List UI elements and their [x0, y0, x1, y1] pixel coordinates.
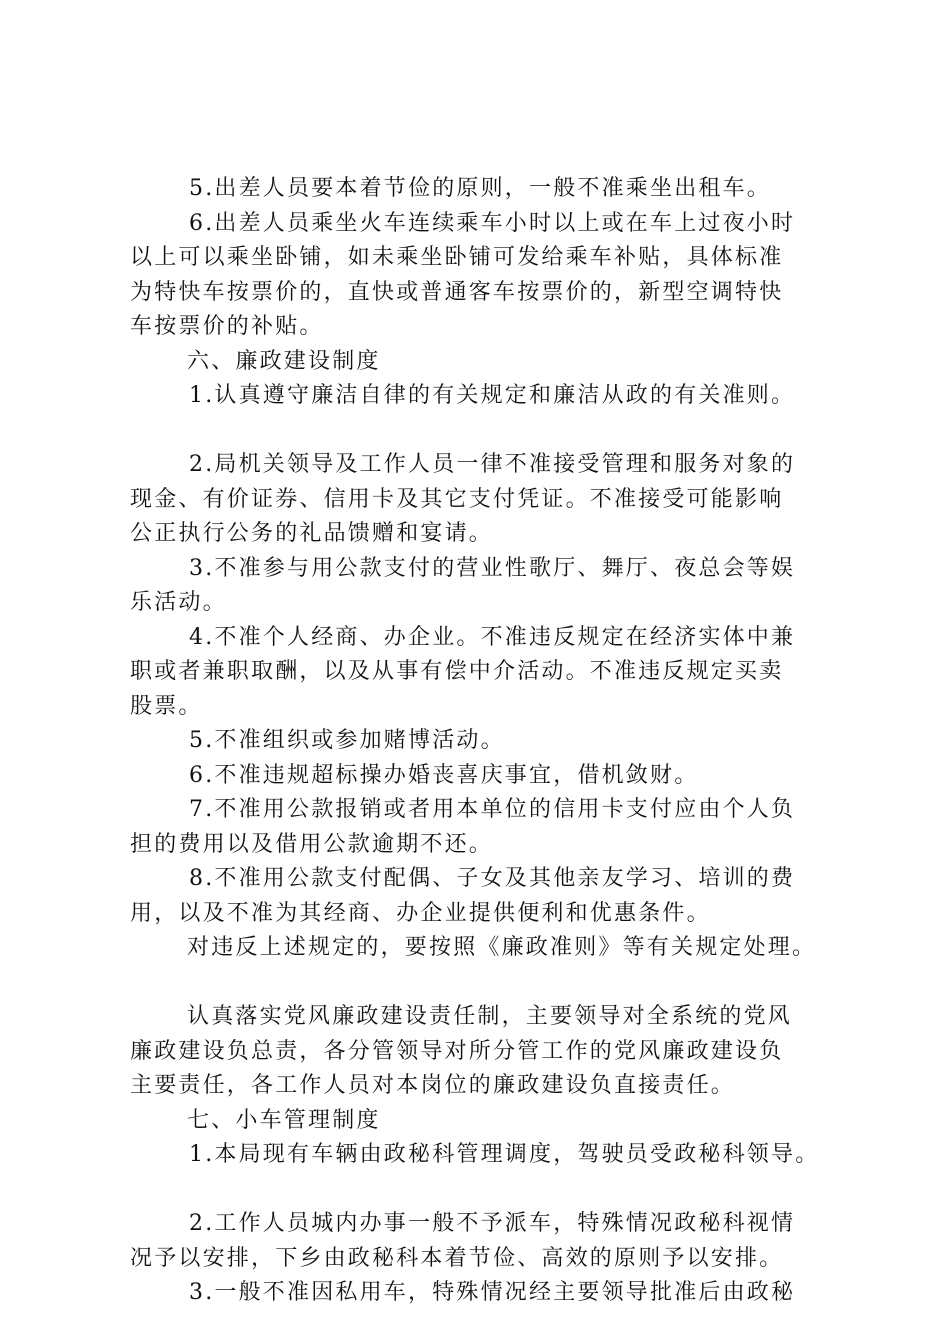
- paragraph-line: 8.不准用公款支付配偶、子女及其他亲友学习、培训的费: [189, 866, 796, 891]
- paragraph-line: 公正执行公务的礼品馈赠和宴请。: [130, 521, 494, 546]
- paragraph-line: 5.出差人员要本着节俭的原则，一般不准乘坐出租车。: [189, 176, 771, 201]
- paragraph-line: 5.不准组织或参加赌博活动。: [189, 728, 505, 753]
- paragraph-line: 股票。: [130, 693, 203, 719]
- paragraph-line: 6.不准违规超标操办婚丧喜庆事宜，借机敛财。: [189, 762, 699, 788]
- paragraph-line: 现金、有价证券、信用卡及其它支付凭证。不准接受可能影响: [130, 486, 784, 512]
- document-body: [130, 172, 850, 1311]
- paragraph-line: 2.工作人员城内办事一般不予派车，特殊情况政秘科视情: [189, 1211, 796, 1236]
- paragraph-line: 3.一般不准因私用车，特殊情况经主要领导批准后由政秘: [189, 1280, 796, 1305]
- paragraph-line: 廉政建设负总责，各分管领导对所分管工作的党风廉政建设负: [130, 1038, 784, 1064]
- paragraph-line: 1.认真遵守廉洁自律的有关规定和廉洁从政的有关准则。: [189, 383, 796, 408]
- paragraph-line: 职或者兼职取酬，以及从事有偿中介活动。不准违反规定买卖: [130, 659, 784, 684]
- paragraph-line: 1.本局现有车辆由政秘科管理调度，驾驶员受政秘科领导。: [189, 1142, 820, 1167]
- paragraph-line: 2.局机关领导及工作人员一律不准接受管理和服务对象的: [189, 452, 796, 477]
- paragraph-line: 用，以及不准为其经商、办企业提供便利和优惠条件。: [130, 900, 711, 926]
- paragraph-line: 对违反上述规定的，要按照《廉政准则》等有关规定处理。: [187, 935, 817, 960]
- blank-line: [130, 966, 850, 1001]
- paragraph-line: 担的费用以及借用公款逾期不还。: [130, 831, 494, 857]
- paragraph-line: 6.出差人员乘坐火车连续乘车小时以上或在车上过夜小时: [189, 210, 796, 236]
- paragraph-line: 4.不准个人经商、办企业。不准违反规定在经济实体中兼: [189, 624, 796, 650]
- paragraph-line: 况予以安排，下乡由政秘科本着节俭、高效的原则予以安排。: [130, 1245, 784, 1271]
- paragraph-line: 车按票价的补贴。: [130, 314, 324, 339]
- blank-line: [130, 414, 850, 449]
- paragraph-line: 3.不准参与用公款支付的营业性歌厅、舞厅、夜总会等娱: [189, 555, 796, 581]
- paragraph-line: 以上可以乘坐卧铺，如未乘坐卧铺可发给乘车补贴，具体标准: [130, 245, 784, 270]
- section-heading: 六、廉政建设制度: [187, 348, 381, 374]
- paragraph-line: 认真落实党风廉政建设责任制，主要领导对全系统的党风: [187, 1004, 793, 1029]
- paragraph-line: 7.不准用公款报销或者用本单位的信用卡支付应由个人负: [189, 797, 796, 822]
- paragraph-line: 为特快车按票价的，直快或普通客车按票价的，新型空调特快: [130, 279, 784, 305]
- blank-line: [130, 1173, 850, 1208]
- paragraph-line: 主要责任，各工作人员对本岗位的廉政建设负直接责任。: [130, 1073, 736, 1098]
- paragraph-line: 乐活动。: [130, 590, 227, 615]
- section-heading: 七、小车管理制度: [187, 1107, 381, 1133]
